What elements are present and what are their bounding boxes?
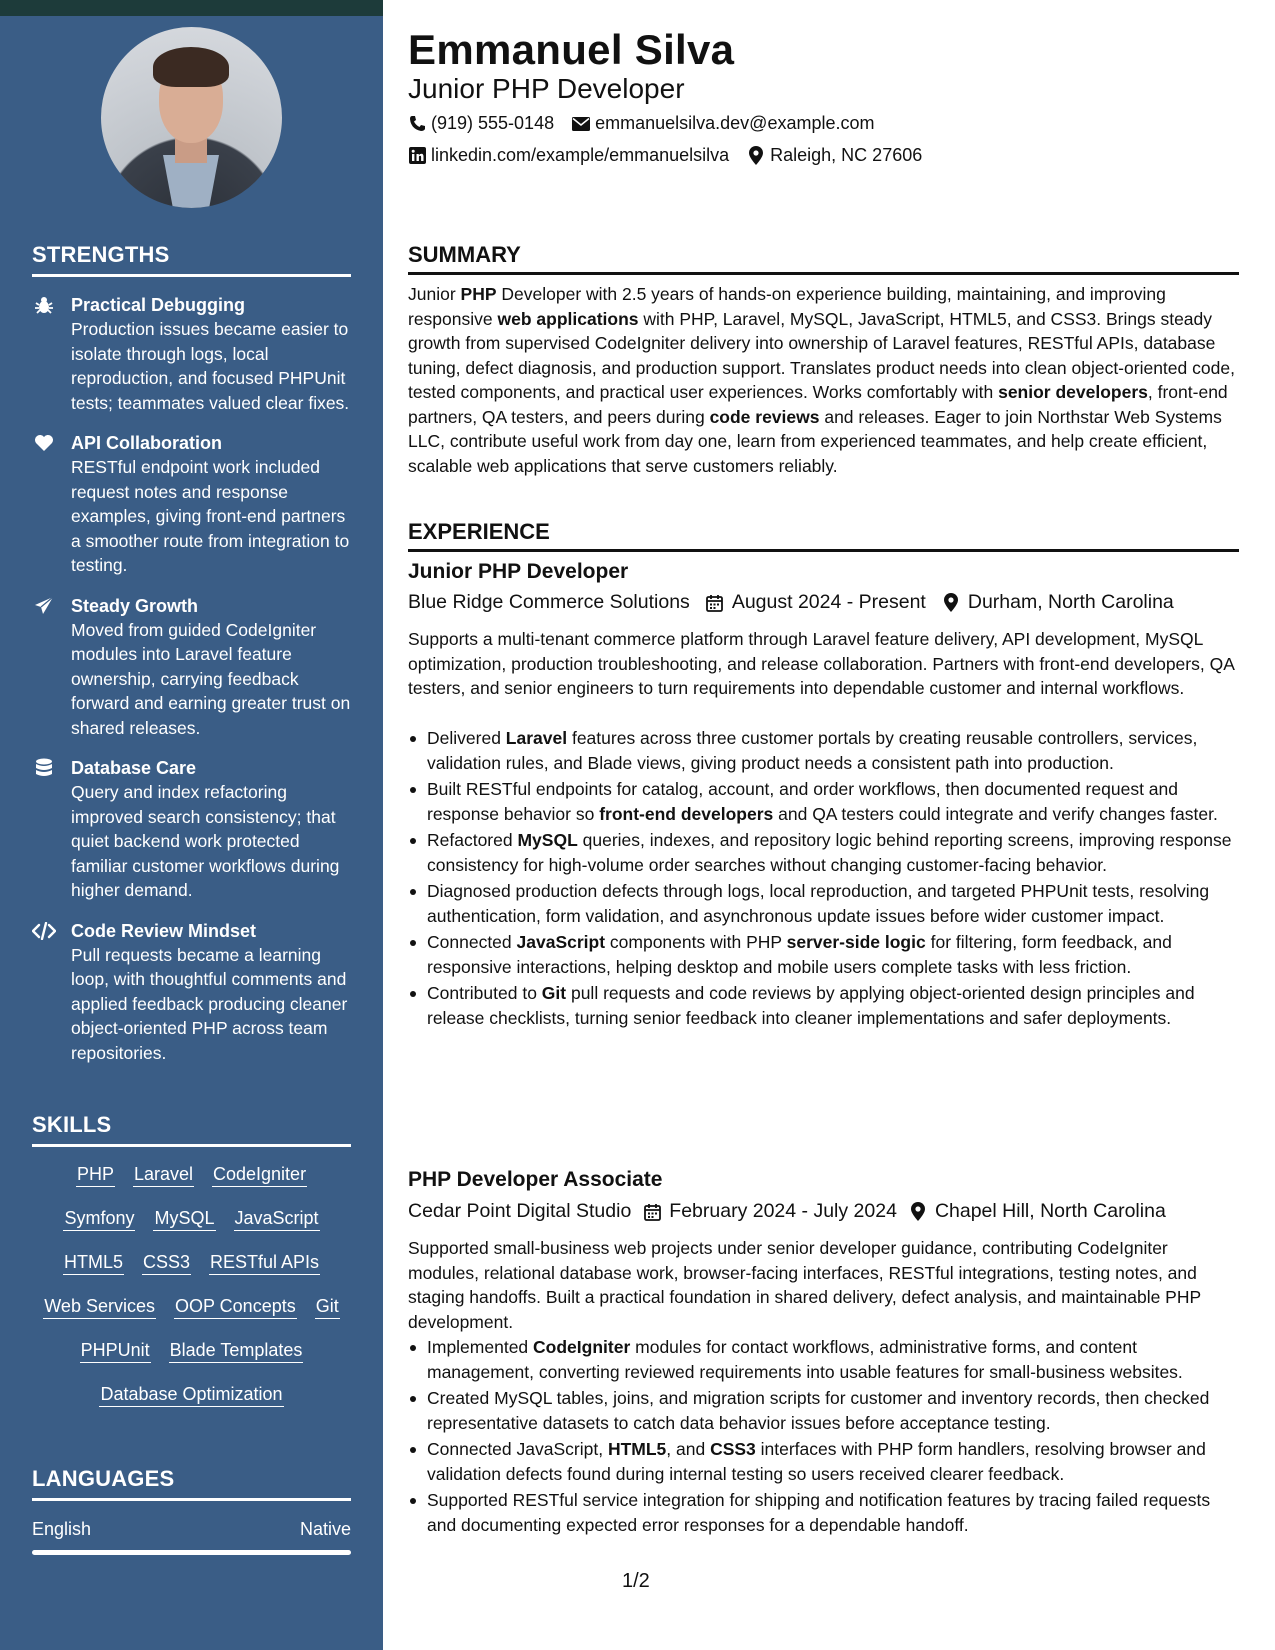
job-bullets xyxy=(408,726,1239,1032)
strength-item xyxy=(32,293,351,415)
job-description: Supported small-business web projects under senior developer guidance, contributing CodeIgniter modules, relational database work, browser-facing interfaces, RESTful integrations, testing notes, and staging handoffs. Built a practical foundation in shared delivery, defect analysis, and maintainable PHP development. xyxy=(408,1238,1201,1332)
job-company: Blue Ridge Commerce Solutions xyxy=(408,591,690,613)
skill-tag: Laravel xyxy=(133,1163,194,1187)
skills-section xyxy=(32,1112,351,1407)
job-meta xyxy=(408,1200,1166,1223)
location-text: Raleigh, NC 27606 xyxy=(770,145,923,165)
job-bullet: Refactored MySQL queries, indexes, and repository logic behind reporting screens, improving response consistency for high-volume order searches without changing customer-facing behavior. xyxy=(408,828,1239,877)
map-pin-icon xyxy=(942,594,960,612)
bug-icon xyxy=(32,295,56,315)
linkedin-icon xyxy=(408,147,426,165)
job-bullets xyxy=(408,1335,1239,1539)
location-item xyxy=(747,145,922,166)
strengths-section xyxy=(32,242,351,1065)
skills-heading: SKILLS xyxy=(32,1112,351,1147)
job-title: PHP Developer Associate xyxy=(408,1168,663,1191)
skill-tag: Blade Templates xyxy=(169,1339,304,1363)
skill-tag: HTML5 xyxy=(63,1251,124,1275)
job-bullet: Delivered Laravel features across three customer portals by creating reusable controllers, services, validation rules, and Blade views, giving product needs a consistent path into production. xyxy=(408,726,1239,775)
strength-desc: Query and index refactoring improved search consistency; that quiet backend work protected familiar customer workflows during higher demand. xyxy=(71,782,340,900)
summary-text: Junior PHP Developer with 2.5 years of hands-on experience building, maintaining, and improving responsive web applications with PHP, Laravel, MySQL, JavaScript, HTML5, and CSS3. Brings steady growth from supervised CodeIgniter delivery into ownership of Laravel features, RESTful APIs, database tuning, defect diagnosis, and production support. Translates product needs into clean object-oriented code, tested components, and practical user experiences. Works comfortably with senior developers, front-end partners, QA testers, and peers during code reviews and releases. Eager to join Northstar Web Systems LLC, contribute useful work from day one, learn from experienced teammates, and help create efficient, scalable web applications that serve customers reliably. xyxy=(408,284,1235,476)
skill-tag: CSS3 xyxy=(142,1251,191,1275)
contact-row xyxy=(408,113,874,134)
sidebar-top-band xyxy=(0,0,383,16)
profile-photo xyxy=(101,27,282,208)
job-bullet: Diagnosed production defects through logs, local reproduction, and targeted PHPUnit tests, resolving authentication, form validation, and asynchronous update issues before wider customer impact. xyxy=(408,879,1239,928)
skill-tag: PHPUnit xyxy=(80,1339,151,1363)
phone-item xyxy=(408,113,554,134)
skill-tag: Git xyxy=(315,1295,340,1319)
skill-tag: JavaScript xyxy=(234,1207,320,1231)
job-bullet: Built RESTful endpoints for catalog, account, and order workflows, then documented request and response behavior so front-end developers and QA testers could integrate and verify changes faster. xyxy=(408,777,1239,826)
job-title: Junior PHP Developer xyxy=(408,560,629,583)
job-meta xyxy=(408,591,1174,614)
email-item xyxy=(572,113,874,134)
strength-item xyxy=(32,756,351,903)
phone-icon xyxy=(408,115,426,133)
summary-heading: SUMMARY xyxy=(408,242,1239,275)
strength-desc: Production issues became easier to isolate through logs, local reproduction, and focused PHPUnit tests; teammates valued clear fixes. xyxy=(71,319,350,413)
heart-icon xyxy=(32,433,56,453)
strength-item xyxy=(32,594,351,741)
skill-tag: MySQL xyxy=(153,1207,215,1231)
strength-title: Database Care xyxy=(71,758,197,778)
strength-title: API Collaboration xyxy=(71,433,223,453)
skill-tag: Database Optimization xyxy=(99,1383,283,1407)
candidate-role: Junior PHP Developer xyxy=(408,73,685,104)
job-company: Cedar Point Digital Studio xyxy=(408,1200,632,1222)
job-bullet: Created MySQL tables, joins, and migration scripts for customer and inventory records, then checked representative datasets to catch data behavior issues before acceptance testing. xyxy=(408,1386,1239,1435)
map-pin-icon xyxy=(747,147,765,165)
linkedin-text: linkedin.com/example/emmanuelsilva xyxy=(431,145,730,165)
page-number: 1/2 xyxy=(622,1570,650,1592)
language-proficiency-bar xyxy=(32,1550,351,1555)
job-dates: February 2024 - July 2024 xyxy=(669,1200,897,1222)
language-name: English xyxy=(32,1519,92,1539)
strength-item xyxy=(32,431,351,578)
paper-plane-icon xyxy=(32,596,56,616)
skill-tag: OOP Concepts xyxy=(174,1295,297,1319)
candidate-name: Emmanuel Silva xyxy=(408,26,735,73)
job-description: Supports a multi-tenant commerce platform through Laravel feature delivery, API development, MySQL optimization, production troubleshooting, and release collaboration. Partners with front-end developers, QA testers, and senior engineers to turn requirements into dependable customer and internal workflows. xyxy=(408,629,1234,698)
job-bullet: Implemented CodeIgniter modules for contact workflows, administrative forms, and content management, converting reviewed requirements into usable features for small-business websites. xyxy=(408,1335,1239,1384)
linkedin-item xyxy=(408,145,729,166)
languages-heading: LANGUAGES xyxy=(32,1466,351,1501)
skill-tag: Symfony xyxy=(63,1207,135,1231)
code-icon xyxy=(32,921,56,941)
database-icon xyxy=(32,758,56,778)
calendar-icon xyxy=(643,1203,661,1221)
strength-item xyxy=(32,919,351,1066)
skills-list xyxy=(32,1163,351,1407)
language-row xyxy=(32,1519,351,1550)
strength-desc: Pull requests became a learning loop, with thoughtful comments and applied feedback producing cleaner object-oriented PHP across team repositories. xyxy=(71,944,348,1063)
job-bullet: Connected JavaScript, HTML5, and CSS3 interfaces with PHP form handlers, resolving browser and validation defects found during internal testing so users received clearer feedback. xyxy=(408,1437,1239,1486)
strength-desc: RESTful endpoint work included request notes and response examples, giving front-end partners a smoother route from integration to testing. xyxy=(71,457,350,575)
envelope-icon xyxy=(572,115,590,133)
experience-heading: EXPERIENCE xyxy=(408,519,1239,552)
strength-desc: Moved from guided CodeIgniter modules into Laravel feature ownership, carrying feedback forward and earning greater trust on shared releases. xyxy=(71,619,351,738)
job-bullet: Connected JavaScript components with PHP server-side logic for filtering, form feedback, and responsive interactions, helping desktop and mobile users complete tasks with less friction. xyxy=(408,930,1239,979)
skill-tag: RESTful APIs xyxy=(209,1251,320,1275)
phone-text: (919) 555-0148 xyxy=(431,113,555,133)
skill-tag: CodeIgniter xyxy=(212,1163,307,1187)
job-dates: August 2024 - Present xyxy=(731,591,926,613)
languages-section xyxy=(32,1466,351,1555)
skill-tag: PHP xyxy=(76,1163,115,1187)
job-bullet: Supported RESTful service integration for shipping and notification features by tracing failed requests and documenting expected error responses for a dependable handoff. xyxy=(408,1488,1239,1537)
sidebar xyxy=(0,16,383,1650)
job-bullet: Contributed to Git pull requests and code reviews by applying object-oriented design principles and release checklists, turning senior feedback into cleaner implementations and safer deployments. xyxy=(408,981,1239,1030)
contact-row xyxy=(408,145,922,166)
map-pin-icon xyxy=(909,1203,927,1221)
email-text: emmanuelsilva.dev@example.com xyxy=(595,113,875,133)
calendar-icon xyxy=(706,594,724,612)
strength-title: Steady Growth xyxy=(71,595,199,616)
job-location: Durham, North Carolina xyxy=(967,591,1174,613)
strength-title: Practical Debugging xyxy=(71,295,246,315)
skill-tag: Web Services xyxy=(43,1295,156,1319)
job-location: Chapel Hill, North Carolina xyxy=(934,1200,1166,1222)
language-level: Native xyxy=(299,1519,351,1539)
strengths-heading: STRENGTHS xyxy=(32,242,351,277)
strength-title: Code Review Mindset xyxy=(71,920,257,941)
